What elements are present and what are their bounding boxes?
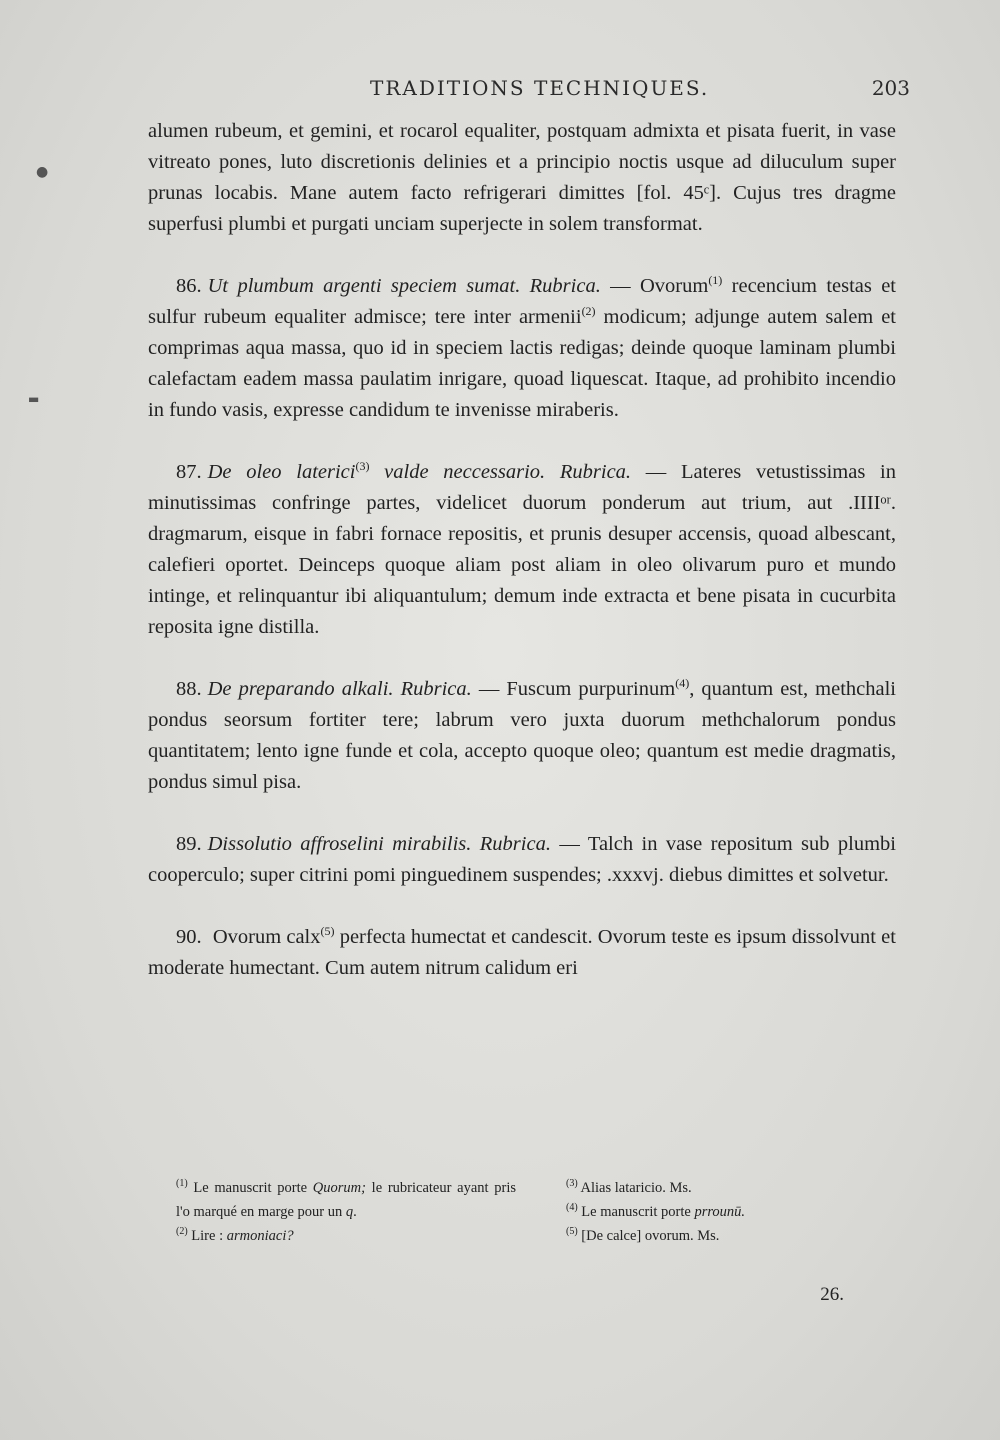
paragraph-90 (148, 922, 896, 984)
main-text (148, 116, 896, 984)
signature-mark: 26. (820, 1284, 844, 1305)
paragraph-text: — Talch in vase repositum sub plumbi cooperculo; super citrini pomi pinguedinem suspendes; .xxxvj. diebus dimittes et solvetur. (148, 833, 896, 886)
footnote-mark: (3) (566, 1178, 578, 1190)
footnote-text: Le manuscrit porte (577, 1204, 695, 1220)
paragraph-number: 87. (176, 461, 202, 483)
footnote-text: [De calce] ovorum. Ms. (577, 1228, 720, 1244)
footnote-text: . (353, 1204, 357, 1220)
running-head (140, 70, 910, 110)
footnote-text: Quorum; (312, 1180, 366, 1196)
paragraph-text: recencium testas et sulfur rubeum equaliter admisce; tere inter armenii (148, 275, 896, 328)
footnote-5 (566, 1224, 896, 1248)
footnote-text: Le manuscrit porte (187, 1180, 313, 1196)
paragraph-text: , quantum est, methchali pondus seorsum fortiter tere; labrum vero juxta duorum methchalorum pondus quantitatem; lento igne funde et cola, accepto quoque oleo; quantum est medie dragmatis, pondus simul pisa. (148, 678, 897, 793)
paragraph-text: — Lateres vetustissimas in minutissimas confringe partes, videlicet duorum ponderum aut trium, aut .IIIIᵒʳ. dragmarum, eisque in fabri fornace repositis, et prunis desuper accensis, quoad albescant, calefieri oportet. Deinceps quoque aliam post aliam in oleo olivarum puro et mundo intinge, et relinquantur ibi aliquantulum; demum inde extracta et bene pisata in cucurbita reposita igne distilla. (148, 461, 896, 638)
footnote-4 (566, 1200, 896, 1224)
footnotes-right-column (566, 1176, 896, 1248)
running-title: TRADITIONS TECHNIQUES. (370, 76, 710, 100)
footnote-mark: (4) (566, 1202, 578, 1214)
paragraph-number: 89. (176, 833, 202, 855)
paragraph-88 (148, 674, 896, 798)
paragraph-title: De oleo laterici (207, 461, 356, 483)
margin-bullet-mark: ● (36, 164, 49, 180)
footnote-ref: (4) (675, 676, 690, 691)
paragraph-title: Ut plumbum argenti speciem sumat. Rubrica. (207, 275, 601, 297)
paragraph-89 (148, 829, 896, 891)
paragraph-text: — Fuscum purpurinum (471, 678, 676, 700)
footnote-text: Lire : (187, 1228, 227, 1244)
paragraph-title: valde neccessario. Rubrica. (369, 461, 632, 483)
footnote-mark: (2) (176, 1226, 188, 1238)
footnotes-left-column (176, 1176, 516, 1248)
footnote-text: Alias lataricio. Ms. (577, 1180, 692, 1196)
paragraph-number: 90. (176, 926, 202, 948)
footnote-text: q (345, 1204, 354, 1220)
paragraph-title: Dissolutio affroselini mirabilis. Rubrica. (207, 833, 551, 855)
paragraph-text: alumen rubeum, et gemini, et rocarol equaliter, postquam admixta et pisata fuerit, in vase vitreato pones, luto discretionis delinies et a principio noctis usque ad diluculum super prunas locabis. Mane autem facto refrigerari dimittes [fol. 45ᶜ]. Cujus tres dragme superfusi plumbi et purgati unciam superjecte in solem transformat. (148, 120, 896, 235)
paragraph-text: — Ovorum (600, 275, 709, 297)
paragraph-title: De preparando alkali. Rubrica. (207, 678, 472, 700)
footnote-text: prrounū. (694, 1204, 746, 1220)
footnote-3 (566, 1176, 896, 1200)
footnote-mark: (1) (176, 1178, 188, 1190)
paragraph-text: modicum; adjunge autem salem et comprimas aqua massa, quo id in speciem lactis redigas; deinde quoque laminam plumbi calefactam eadem massa paulatim inrigare, quoad liquescat. Itaque, ad prohibito incendio in fundo vasis, expresse candidum te invenisse miraberis. (148, 306, 896, 421)
footnote-mark: (5) (566, 1226, 578, 1238)
footnote-text: le rubricateur ayant pris l'o marqué en marge pour un (176, 1180, 517, 1220)
footnote-2 (176, 1224, 516, 1248)
paragraph-86 (148, 271, 896, 426)
footnote-ref: (3) (355, 459, 370, 474)
paragraph-87 (148, 457, 896, 643)
footnote-ref: (5) (320, 924, 335, 939)
page-number: 203 (871, 76, 910, 100)
paragraph-continuation (148, 116, 896, 240)
paragraph-text: perfecta humectat et candescit. Ovorum teste es ipsum dissolvunt et moderate humectant. Cum autem nitrum calidum eri (148, 926, 896, 979)
footnote-ref: (1) (708, 273, 723, 288)
footnote-1 (176, 1176, 516, 1224)
margin-dash-mark: ▬ (28, 392, 40, 406)
footnote-text: armoniaci? (226, 1228, 294, 1244)
footnote-ref: (2) (581, 304, 596, 319)
paragraph-text: Ovorum calx (207, 926, 321, 948)
paragraph-number: 86. (176, 275, 202, 297)
paragraph-number: 88. (176, 678, 202, 700)
